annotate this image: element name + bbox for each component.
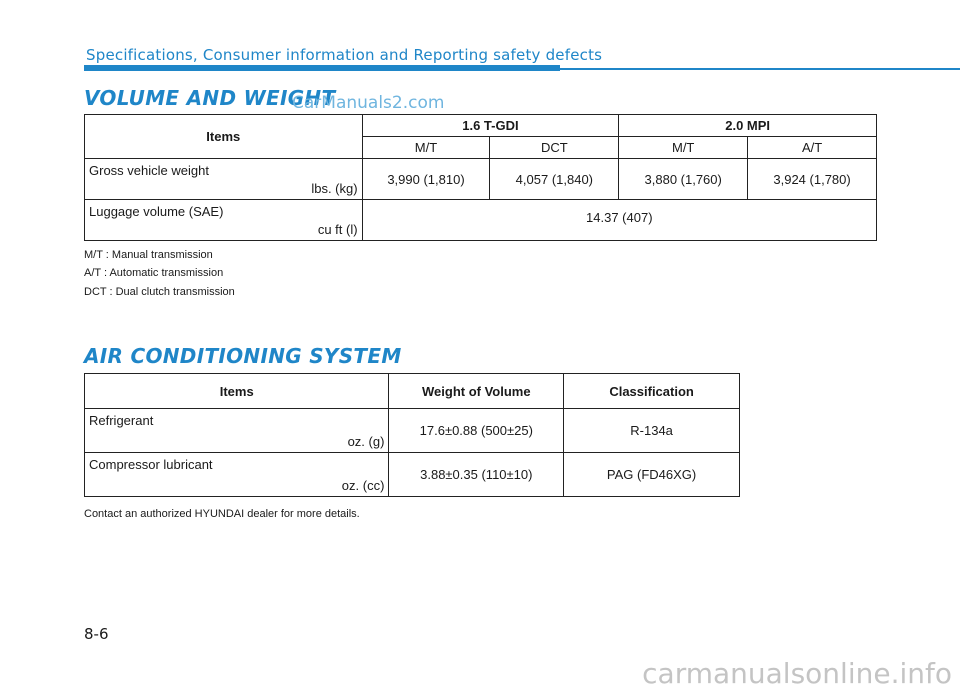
engine-header-1: 1.6 T-GDI <box>362 115 619 137</box>
air-conditioning-table <box>84 373 740 497</box>
volume-weight-table <box>84 114 877 241</box>
table-cell: 3,924 (1,780) <box>748 159 877 200</box>
table-cell: R-134a <box>564 409 740 453</box>
classification-header: Classification <box>564 374 740 409</box>
table-row <box>85 453 740 497</box>
row-item-cell <box>85 159 363 200</box>
row-unit: cu ft (l) <box>317 222 358 237</box>
engine-header-2: 2.0 MPI <box>619 115 877 137</box>
table-cell: 14.37 (407) <box>362 200 876 241</box>
table-cell: 17.6±0.88 (500±25) <box>389 409 564 453</box>
transmission-header: DCT <box>490 137 619 159</box>
row-unit: oz. (cc) <box>341 478 385 493</box>
table-cell: 3,880 (1,760) <box>619 159 748 200</box>
table-row <box>85 159 877 200</box>
row-label: Luggage volume (SAE) <box>89 204 224 219</box>
note-mt: M/T : Manual transmission <box>84 249 213 261</box>
transmission-header: M/T <box>619 137 748 159</box>
weight-header: Weight of Volume <box>389 374 564 409</box>
volume-weight-heading: VOLUME AND WEIGHT <box>84 86 336 110</box>
watermark-text: CarManuals2.com <box>292 93 445 113</box>
row-item-cell <box>85 200 363 241</box>
row-item-cell <box>85 453 389 497</box>
items-header: Items <box>85 115 363 159</box>
table-row <box>85 409 740 453</box>
items-header: Items <box>85 374 389 409</box>
row-label: Compressor lubricant <box>89 457 213 472</box>
transmission-header: M/T <box>362 137 490 159</box>
transmission-header: A/T <box>748 137 877 159</box>
table-header-row <box>85 115 877 137</box>
footer-watermark: carmanualsonline.info <box>642 657 952 690</box>
page-number: 8-6 <box>84 625 109 643</box>
row-item-cell <box>85 409 389 453</box>
note-at: A/T : Automatic transmission <box>84 267 224 279</box>
row-unit: lbs. (kg) <box>311 181 358 196</box>
table-header-row <box>85 374 740 409</box>
row-unit: oz. (g) <box>347 434 385 449</box>
row-label: Refrigerant <box>89 413 154 428</box>
chapter-title: Specifications, Consumer information and Reporting safety defects <box>86 46 603 64</box>
header-rule-thin <box>560 68 960 70</box>
table-cell: 3,990 (1,810) <box>362 159 490 200</box>
table-cell: 3.88±0.35 (110±10) <box>389 453 564 497</box>
table-cell: PAG (FD46XG) <box>564 453 740 497</box>
dealer-note: Contact an authorized HYUNDAI dealer for more details. <box>84 508 360 520</box>
note-dct: DCT : Dual clutch transmission <box>84 286 235 298</box>
table-cell: 4,057 (1,840) <box>490 159 619 200</box>
row-label: Gross vehicle weight <box>89 163 209 178</box>
air-conditioning-heading: AIR CONDITIONING SYSTEM <box>84 344 402 368</box>
table-row <box>85 200 877 241</box>
header-rule-thick <box>84 65 560 71</box>
